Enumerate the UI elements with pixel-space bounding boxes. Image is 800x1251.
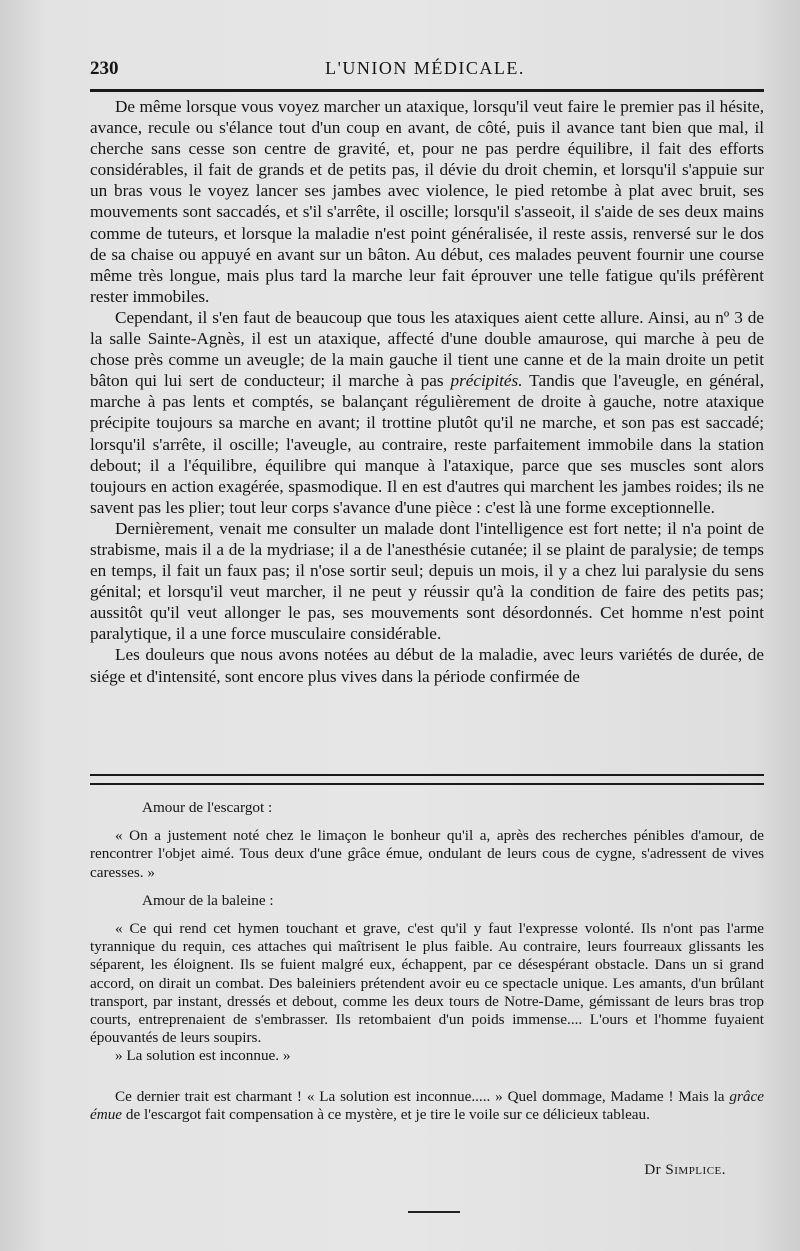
paragraph-blind-ataxic [90,307,764,518]
quote-whale-end: » La solution est inconnue. » [115,1047,291,1065]
signature-name: Simplice. [665,1162,726,1178]
italic-grace-emue: grâce émue [90,1087,764,1123]
paragraph-blind-ataxic-end: Tandis que l'aveugle, en général, marche à pas lents et comptés, se balançant régulièrement de droite à gauche, notre ataxique précipite toujours sa marche en avant; il trottine plutôt qu'il ne marche, et son pas est saccadé; lorsqu'il s'arrête, il oscille; l'aveugle, au contraire, reste parfaitement immobile dans la station debout; il a l'équilibre, équilibre qui manque à l'ataxique, parce que ses muscles sont alors toujours en action exagérée, spasmodique. Il en est d'autres qui marchent les jambes roides; ils ne savent pas les plier; tout leur corps s'avance d'une pièce : c'est là une forme exceptionnelle. [90,371,764,517]
paragraph-blind-ataxic-start: Cependant, il s'en faut de beaucoup que tous les ataxiques aient cette allure. Ainsi, au nº 3 de la salle Sainte-Agnès, il est un ataxique, affecté d'une double amaurose, qui marche à peu de chose près comme un aveugle; de la main gauche il tient une canne et de la main droite un petit bâton qui lui sert de conducteur; il marche à pas [90,307,764,391]
quote-snail: « On a justement noté chez le limaçon le bonheur qu'il a, après des recherches pénibles d'amour, de rencontrer l'objet aimé. Tous deux d'une grâce émue, ondulant de leurs cous de cygne, s'adressent de vives caresses. » [90,827,764,881]
page-number: 230 [90,58,119,79]
italic-precipites: précipités. [450,371,523,391]
article-body [90,96,764,687]
header-rule [90,89,764,92]
signature-prefix: Dr [644,1162,662,1178]
paragraph-pains: Les douleurs que nous avons notées au début de la maladie, avec leurs variétés de durée, de siége et d'intensité, sont encore plus vives dans la période confirmée de [90,645,764,686]
subhead-whale: Amour de la baleine : [142,891,274,909]
feuilleton-double-rule [90,774,764,785]
subhead-snail: Amour de l'escargot : [142,799,273,816]
paragraph-recent-patient: Dernièrement, venait me consulter un malade dont l'intelligence est fort nette; il n'a point de strabisme, mais il a de la mydriase; il a de l'anesthésie cutanée; il se plaint de paralysie; de temps en temps, il fait un faux pas; il n'ose sortir seul; depuis un mois, il y a chez lui paralysie du sens génital; et lorsqu'il veut marcher, il ne peut y réussir qu'à la condition de faire des petits pas; aussitôt qu'il veut allonger le pas, ses mouvements sont désordonnés. Cet homme n'est point paralytique, il a une force musculaire considérable. [90,518,764,644]
closing-paragraph [90,1088,764,1124]
running-title: L'UNION MÉDICALE. [325,58,525,78]
page-header [90,56,760,82]
author-signature [644,1162,726,1179]
feuilleton-section [90,798,764,1124]
end-rule [408,1211,460,1213]
paragraph-ataxic-gait: De même lorsque vous voyez marcher un ataxique, lorsqu'il veut faire le premier pas il hésite, avance, recule ou s'élance tout d'un coup en avant, de côté, puis il avance tant bien que mal, il cherche sans cesse son centre de gravité, et, pour ne pas perdre équilibre, il fait des efforts considérables, il fait de grands et de petits pas, il dévie du droit chemin, et lorsqu'il s'appuie sur un bras vous le voyez lancer ses jambes avec violence, le pied retombe à plat avec bruit, ses mouvements sont saccadés, et s'il s'arrête, il oscille; lorsqu'il s'asseoit, il s'aide de ses deux mains comme de tuteurs, et lorsque la maladie n'est point généralisée, il reste assis, renversé sur le dos de sa chaise ou appuyé en avant sur un bâton. Au début, ces malades peuvent fournir une course même très longue, mais plus tard la marche leur fait éprouver une telle fatigue qu'ils préfèrent rester immobiles. [90,97,764,306]
closing-end: de l'escargot fait compensation à ce mystère, et je tire le voile sur ce délicieux tableau. [122,1105,650,1123]
closing-start: Ce dernier trait est charmant ! « La solution est inconnue..... » Quel dommage, Madame ! Mais la [115,1087,730,1105]
quote-whale: « Ce qui rend cet hymen touchant et grave, c'est qu'il y faut l'expresse volonté. Ils n'ont pas l'arme tyrannique du requin, ces attaches qui maîtrisent le plus faible. Au contraire, leurs fourreaux glissants les séparent, les éloignent. Ils se fuient malgré eux, échappent, par ce désespérant obstacle. Dans un si grand accord, on dirait un combat. Des baleiniers prétendent avoir eu ce spectacle unique. Les amants, d'un brûlant transport, par instant, dressés et debout, comme les deux tours de Notre-Dame, gémissant de leurs bras trop courts, entreprenaient de s'embrasser. Ils retombaient d'un poids immense.... L'ours et l'homme fuyaient épouvantés de leurs soupirs. [90,920,764,1047]
